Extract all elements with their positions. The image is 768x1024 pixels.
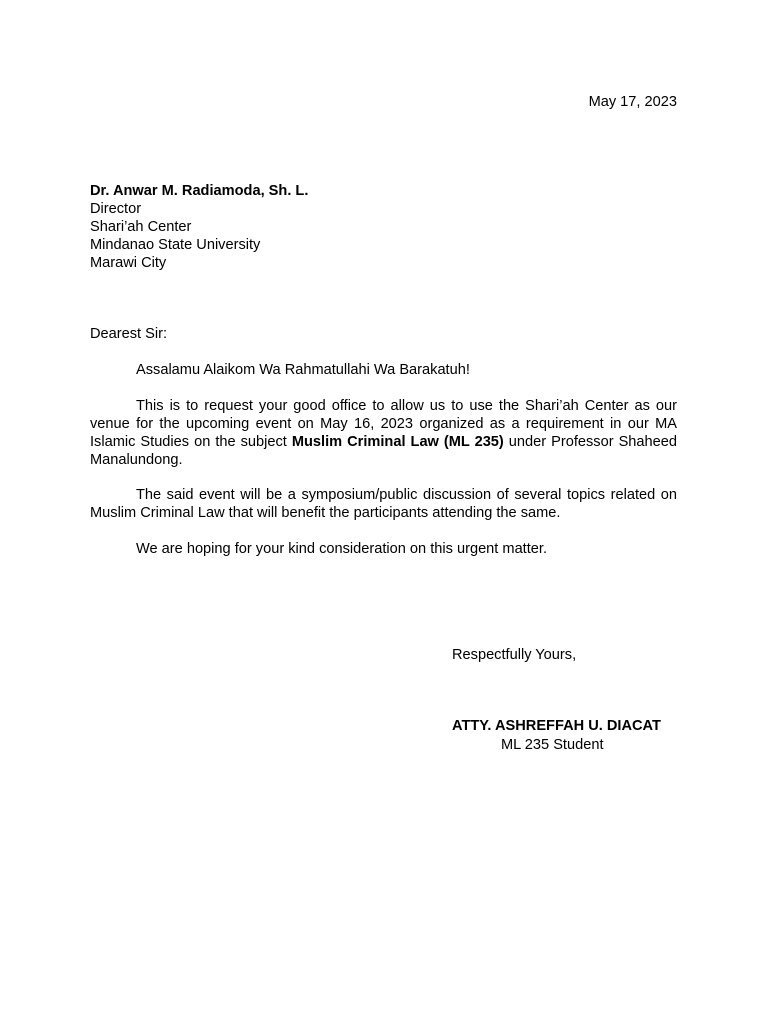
salutation: Dearest Sir: (90, 326, 168, 342)
recipient-title: Director (90, 201, 142, 217)
closing: Respectfully Yours, (452, 647, 577, 663)
paragraph-consideration: We are hoping for your kind consideration on this urgent matter. (136, 541, 548, 557)
paragraph-request (90, 397, 677, 469)
subject-emphasis: Muslim Criminal Law (ML 235) (291, 434, 504, 450)
signatory-title: ML 235 Student (501, 737, 604, 753)
recipient-city: Marawi City (90, 255, 167, 271)
paragraph-event: The said event will be a symposium/public discussion of several topics related on Muslim Criminal Law that will benefit the participants attending the same. (90, 487, 677, 521)
recipient-block (90, 182, 308, 272)
letter-date: May 17, 2023 (588, 94, 677, 110)
greeting: Assalamu Alaikom Wa Rahmatullahi Wa Barakatuh! (136, 362, 470, 378)
signatory-name: ATTY. ASHREFFAH U. DIACAT (452, 718, 661, 734)
paragraph-request-text-after: under Professor Shaheed Manalundong. (90, 434, 678, 468)
paragraph-request-text-before: This is to request your good office to allow us to use the Shari’ah Center as our venue for the upcoming event on May 16, 2023 organized as a requirement in our MA Islamic Studies on the subject (90, 398, 677, 450)
recipient-name: Dr. Anwar M. Radiamoda, Sh. L. (90, 183, 309, 199)
recipient-institution: Mindanao State University (90, 237, 261, 253)
recipient-office: Shari’ah Center (90, 219, 192, 235)
